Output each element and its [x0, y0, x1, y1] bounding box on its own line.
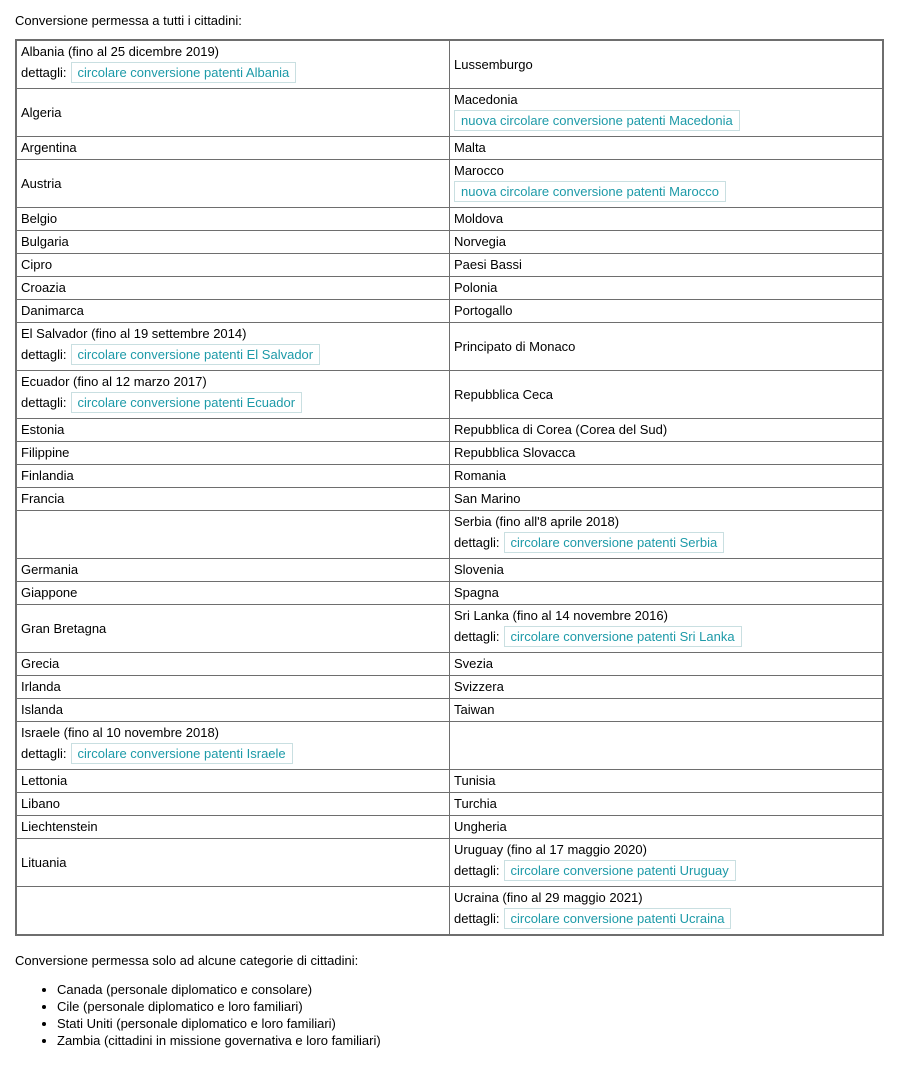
circolare-link[interactable]: circolare conversione patenti El Salvador: [71, 344, 321, 365]
country-name: Marocco: [454, 163, 504, 178]
details-line: [454, 180, 878, 205]
country-name: Slovenia: [454, 562, 504, 577]
table-row: [16, 839, 883, 887]
country-cell: [450, 887, 884, 936]
details-line: [454, 109, 878, 134]
country-cell: [450, 208, 884, 231]
intro-text: Conversione permessa a tutti i cittadini:: [15, 13, 242, 28]
country-name: Uruguay (fino al 17 maggio 2020): [454, 842, 647, 857]
country-cell: [16, 40, 450, 89]
country-cell: [450, 40, 884, 89]
country-cell: [450, 137, 884, 160]
country-cell: [16, 442, 450, 465]
country-name: Libano: [21, 796, 61, 811]
country-cell: [450, 254, 884, 277]
country-cell: [16, 793, 450, 816]
country-name: Spagna: [454, 585, 499, 600]
country-cell: [16, 208, 450, 231]
country-cell: [16, 770, 450, 793]
details-prefix: dettagli:: [21, 347, 67, 362]
country-cell: [16, 887, 450, 936]
country-cell: [16, 277, 450, 300]
country-name: Estonia: [21, 422, 65, 437]
country-name: Svezia: [454, 656, 494, 671]
country-cell: [450, 653, 884, 676]
country-cell: [450, 488, 884, 511]
country-name: Svizzera: [454, 679, 504, 694]
country-cell: [450, 323, 884, 371]
details-line: [21, 343, 445, 368]
country-name: Portogallo: [454, 303, 513, 318]
country-name: Gran Bretagna: [21, 620, 107, 636]
country-cell: [16, 371, 450, 419]
details-line: [21, 391, 445, 416]
country-name: Albania (fino al 25 dicembre 2019): [21, 44, 220, 59]
country-name: Liechtenstein: [21, 819, 98, 834]
country-cell: [16, 605, 450, 653]
table-row: [16, 442, 883, 465]
country-name: Repubblica Slovacca: [454, 445, 576, 460]
country-name: Norvegia: [454, 234, 507, 249]
country-cell: [16, 511, 450, 559]
details-line: [454, 625, 878, 650]
details-prefix: dettagli:: [454, 629, 500, 644]
country-cell: [16, 839, 450, 887]
country-name: Serbia (fino all'8 aprile 2018): [454, 514, 620, 529]
details-line: [454, 531, 878, 556]
country-name: Principato di Monaco: [454, 338, 576, 354]
country-cell: [16, 89, 450, 137]
country-cell: [450, 559, 884, 582]
category-item: • Zambia (cittadini in missione governativa e loro familiari): [57, 1032, 884, 1049]
circolare-link[interactable]: circolare conversione patenti Uruguay: [504, 860, 736, 881]
country-name: Ecuador (fino al 12 marzo 2017): [21, 374, 207, 389]
country-cell: [16, 137, 450, 160]
country-name: Macedonia: [454, 92, 518, 107]
country-cell: [450, 722, 884, 770]
country-cell: [450, 277, 884, 300]
table-row: [16, 676, 883, 699]
circolare-link[interactable]: circolare conversione patenti Sri Lanka: [504, 626, 742, 647]
country-cell: [450, 465, 884, 488]
category-item: • Stati Uniti (personale diplomatico e loro familiari): [57, 1015, 884, 1032]
table-row: [16, 300, 883, 323]
table-row: [16, 816, 883, 839]
table-row: [16, 40, 883, 89]
country-name: Turchia: [454, 796, 497, 811]
country-name: Francia: [21, 491, 65, 506]
circolare-link[interactable]: nuova circolare conversione patenti Macedonia: [454, 110, 740, 131]
country-name: Lettonia: [21, 773, 68, 788]
table-row: [16, 605, 883, 653]
details-prefix: dettagli:: [21, 65, 67, 80]
country-cell: [450, 160, 884, 208]
country-name: Taiwan: [454, 702, 495, 717]
details-prefix: dettagli:: [21, 746, 67, 761]
table-row: [16, 722, 883, 770]
circolare-link[interactable]: circolare conversione patenti Albania: [71, 62, 297, 83]
categories-list: [15, 981, 884, 1049]
table-row: [16, 277, 883, 300]
country-name: Moldova: [454, 211, 504, 226]
country-name: Austria: [21, 175, 62, 191]
circolare-link[interactable]: circolare conversione patenti Ecuador: [71, 392, 303, 413]
country-cell: [450, 770, 884, 793]
details-prefix: dettagli:: [21, 395, 67, 410]
country-name: Romania: [454, 468, 507, 483]
country-name: Grecia: [21, 656, 60, 671]
country-cell: [450, 419, 884, 442]
table-row: [16, 887, 883, 936]
country-cell: [450, 793, 884, 816]
country-cell: [450, 839, 884, 887]
country-name: Ucraina (fino al 29 maggio 2021): [454, 890, 643, 905]
country-cell: [450, 442, 884, 465]
table-row: [16, 793, 883, 816]
table-row: [16, 488, 883, 511]
country-name: Polonia: [454, 280, 498, 295]
table-row: [16, 419, 883, 442]
circolare-link[interactable]: circolare conversione patenti Serbia: [504, 532, 725, 553]
country-cell: [16, 231, 450, 254]
country-name: Repubblica di Corea (Corea del Sud): [454, 422, 668, 437]
country-cell: [16, 699, 450, 722]
table-row: [16, 323, 883, 371]
circolare-link[interactable]: nuova circolare conversione patenti Marocco: [454, 181, 726, 202]
details-line: [21, 61, 445, 86]
country-name: Islanda: [21, 702, 63, 717]
country-cell: [450, 89, 884, 137]
country-name: Germania: [21, 562, 79, 577]
categories-heading: Conversione permessa solo ad alcune categorie di cittadini:: [15, 953, 359, 968]
country-cell: [16, 254, 450, 277]
country-cell: [450, 605, 884, 653]
country-name: El Salvador (fino al 19 settembre 2014): [21, 326, 247, 341]
country-cell: [16, 559, 450, 582]
country-cell: [16, 300, 450, 323]
country-name: Lituania: [21, 854, 67, 870]
country-cell: [450, 676, 884, 699]
country-cell: [16, 419, 450, 442]
table-row: [16, 770, 883, 793]
country-cell: [450, 582, 884, 605]
circolare-link[interactable]: circolare conversione patenti Ucraina: [504, 908, 732, 929]
country-cell: [16, 323, 450, 371]
table-row: [16, 208, 883, 231]
table-row: [16, 137, 883, 160]
details-prefix: dettagli:: [454, 535, 500, 550]
country-cell: [450, 816, 884, 839]
country-cell: [16, 465, 450, 488]
circolare-link[interactable]: circolare conversione patenti Israele: [71, 743, 293, 764]
country-cell: [16, 653, 450, 676]
details-line: [454, 907, 878, 932]
country-name: Sri Lanka (fino al 14 novembre 2016): [454, 608, 668, 623]
conversion-table-body: [16, 40, 883, 935]
country-name: Argentina: [21, 140, 77, 155]
country-name: Algeria: [21, 104, 62, 120]
country-name: Danimarca: [21, 303, 84, 318]
country-name: Malta: [454, 140, 486, 155]
country-name: Giappone: [21, 585, 78, 600]
table-row: [16, 89, 883, 137]
country-name: Irlanda: [21, 679, 61, 694]
country-cell: [16, 816, 450, 839]
country-cell: [16, 488, 450, 511]
table-row: [16, 653, 883, 676]
table-row: [16, 160, 883, 208]
country-name: Belgio: [21, 211, 58, 226]
table-row: [16, 254, 883, 277]
table-row: [16, 231, 883, 254]
country-name: Lussemburgo: [454, 56, 533, 72]
country-name: Bulgaria: [21, 234, 69, 249]
table-row: [16, 582, 883, 605]
conversion-table: [15, 39, 884, 936]
country-name: San Marino: [454, 491, 521, 506]
country-cell: [450, 371, 884, 419]
category-item: • Cile (personale diplomatico e loro familiari): [57, 998, 884, 1015]
details-line: [21, 742, 445, 767]
country-cell: [450, 300, 884, 323]
table-row: [16, 699, 883, 722]
details-prefix: dettagli:: [454, 911, 500, 926]
details-prefix: dettagli:: [454, 863, 500, 878]
country-name: Repubblica Ceca: [454, 386, 554, 402]
country-name: Croazia: [21, 280, 66, 295]
table-row: [16, 559, 883, 582]
country-name: Tunisia: [454, 773, 496, 788]
country-name: Filippine: [21, 445, 70, 460]
country-cell: [450, 511, 884, 559]
details-line: [454, 859, 878, 884]
country-cell: [16, 160, 450, 208]
table-row: [16, 511, 883, 559]
country-cell: [450, 699, 884, 722]
country-cell: [450, 231, 884, 254]
country-name: Israele (fino al 10 novembre 2018): [21, 725, 220, 740]
country-name: Paesi Bassi: [454, 257, 522, 272]
country-cell: [16, 582, 450, 605]
country-name: Cipro: [21, 257, 53, 272]
country-name: Ungheria: [454, 819, 507, 834]
country-cell: [16, 722, 450, 770]
table-row: [16, 465, 883, 488]
country-cell: [16, 676, 450, 699]
category-item: • Canada (personale diplomatico e consolare): [57, 981, 884, 998]
country-name: Finlandia: [21, 468, 74, 483]
table-row: [16, 371, 883, 419]
